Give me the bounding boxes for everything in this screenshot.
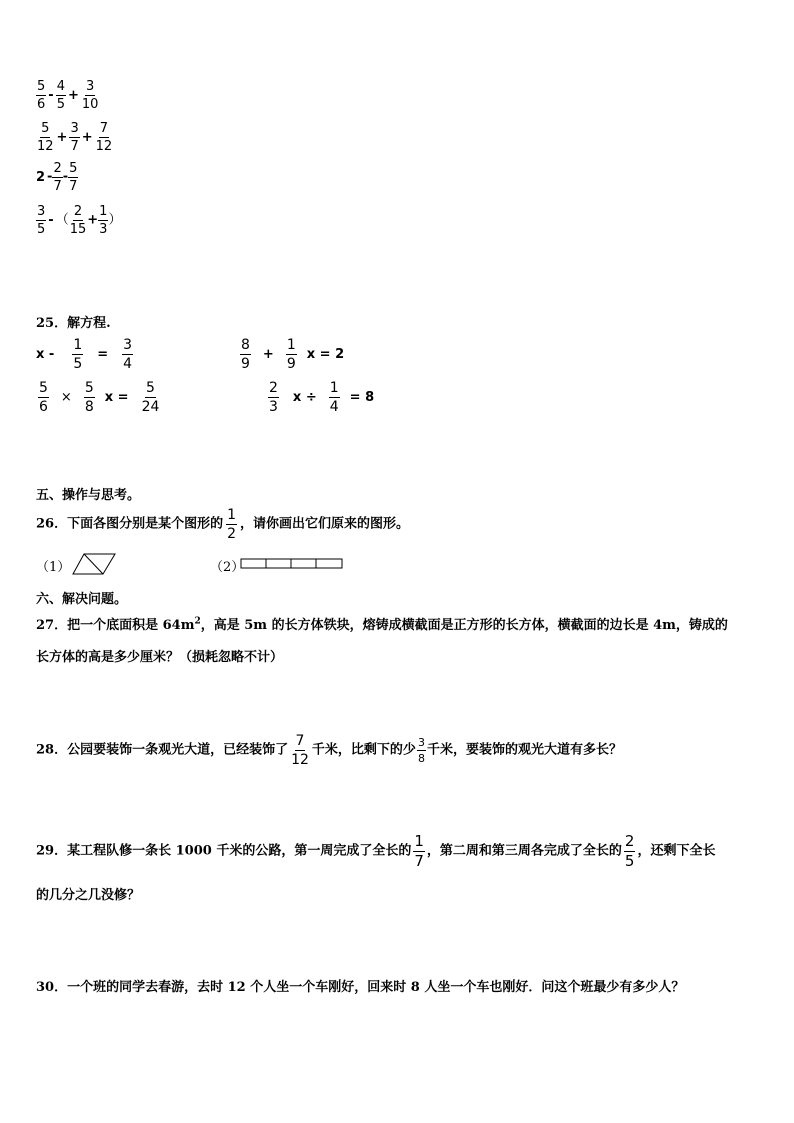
fraction: $\frac{5}{24}$ [141,380,160,415]
calc-expr-2: $\frac{5}{12}$ + $\frac{3}{7}$ + $\frac{7}{12}$ [37,121,113,154]
fraction: $\frac{5}{6}$ [39,380,48,415]
fraction: $\frac{3}{10}$ [81,79,99,112]
question-26: 26．下面各图分别是某个图形的 $\frac{1}{2}$ ，请你画出它们原来的图形。 [36,507,410,542]
calc-expr-3: 2 - $\frac{2}{7}$ - $\frac{5}{7}$ [36,161,78,194]
fraction: $\frac{1}{4}$ [329,380,339,415]
figure-label-2: （2） [210,560,245,575]
fraction: $\frac{3}{4}$ [123,337,133,372]
fraction: $\frac{1}{9}$ [286,337,296,372]
fraction: $\frac{1}{2}$ [227,507,237,542]
fraction: $\frac{2}{5}$ [624,832,635,870]
question-27-line-1: 27．把一个底面积是 $64m^2$，高是 5m 的长方体铁块，熔铸成横截面是正方形的长方体，横截面的边长是 4m，铸成的 [36,616,728,633]
section-6-title: 六、解决问题。 [36,592,128,607]
calc-expr-4: $\frac{3}{5}$ - （ $\frac{2}{15}$ + $\frac{1}{3}$ ） [37,204,122,237]
fraction: $\frac{3}{7}$ [70,121,79,154]
question-27-line-2: 长方体的高是多少厘米？（损耗忽略不计） [36,650,284,665]
fraction: $\frac{7}{12}$ [95,121,113,154]
fraction: $\frac{2}{3}$ [269,380,278,415]
section-5-title: 五、操作与思考。 [36,488,141,503]
equation-4: $\frac{2}{3}$ x ÷ $\frac{1}{4}$ = 8 [269,380,375,415]
equation-1: x - $\frac{1}{5}$ = $\frac{3}{4}$ [36,337,133,372]
fraction: $\frac{2}{15}$ [69,204,87,237]
parallelogram-figure [72,553,116,575]
question-29-line-1: 29．某工程队修一条长 1000 千米的公路，第一周完成了全长的 $\frac{1}{7}$ ，第二周和第三周各完成了全长的 $\frac{2}{5}$ ，还剩下全长 [36,832,716,870]
fraction: $\frac{8}{9}$ [241,337,250,372]
fraction: $\frac{1}{5}$ [73,337,83,372]
rectangle-strip-figure [240,558,344,570]
fraction: $\frac{1}{7}$ [414,832,424,870]
fraction: $\frac{3}{5}$ [37,204,46,237]
figure-label-1: （1） [36,560,71,575]
question-29-line-2: 的几分之几没修？ [36,888,141,903]
equation-2: $\frac{8}{9}$ + $\frac{1}{9}$ x = 2 [241,337,345,372]
fraction: $\frac{7}{12}$ [291,733,309,768]
calc-expr-1: $\frac{5}{6}$ - $\frac{4}{5}$ + $\frac{3}{10}$ [37,79,99,112]
question-25-title: 25．解方程. [36,316,111,331]
fraction: $\frac{5}{8}$ [84,380,94,415]
fraction: $\frac{2}{7}$ [53,161,62,194]
question-28: 28．公园要装饰一条观光大道，已经装饰了 $\frac{7}{12}$ 千米，比剩下的少 $\frac{3}{8}$ 千米，要装饰的观光大道有多长？ [36,733,622,768]
fraction: $\frac{5}{12}$ [37,121,54,154]
question-30: 30．一个班的同学去春游，去时 12 个人坐一个车刚好，回来时 8 人坐一个车也刚好．问这个班最少有多少人？ [36,980,685,995]
equation-3: $\frac{5}{6}$ × $\frac{5}{8}$ x = $\frac{5}{24}$ [39,380,160,415]
fraction: $\frac{4}{5}$ [56,79,65,112]
fraction: $\frac{5}{7}$ [69,161,78,194]
fraction: $\frac{5}{6}$ [37,79,46,112]
fraction: $\frac{3}{8}$ [417,736,425,765]
fraction: $\frac{1}{3}$ [99,204,108,237]
